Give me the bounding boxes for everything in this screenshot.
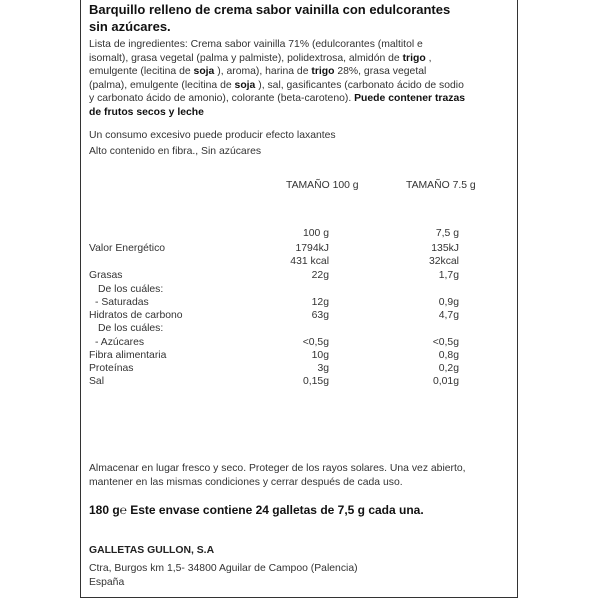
company-name: GALLETAS GULLON, S.A — [89, 545, 215, 556]
address-line: España — [89, 577, 125, 588]
ingredients-list — [89, 38, 465, 119]
warning-laxative: Un consumo excesivo puede producir efecto laxantes — [89, 130, 336, 141]
ingredient-line — [89, 38, 465, 52]
nutrient-label: - Azúcares — [95, 337, 145, 348]
allergen-text: soja — [193, 66, 215, 77]
nutrient-value-100g: 1794kJ — [295, 243, 329, 254]
nutrient-label: Fibra alimentaria — [89, 350, 167, 361]
product-title — [89, 1, 450, 35]
ingredient-text: , — [425, 52, 432, 64]
net-weight-statement: 180 g℮ Este envase contiene 24 galletas de 7,5 g cada una. — [89, 503, 424, 517]
nutrient-value-7-5g: 1,7g — [438, 270, 459, 281]
ingredient-text: (palma), emulgente (lecitina de — [89, 79, 235, 91]
allergen-text: soja — [234, 79, 256, 91]
nutrient-value-100g: 431 kcal — [290, 256, 329, 267]
ingredient-text: isomalt), grasa vegetal (palma y palmiste), polidextrosa, almidón de — [89, 52, 403, 64]
nutrient-label: De los cuáles: — [98, 284, 164, 295]
ingredient-text: y carbonato ácido de amonio), colorante (beta-caroteno). — [89, 93, 355, 104]
allergen-text: Puede contener trazas — [354, 93, 465, 104]
nutrient-value-7-5g: 0,01g — [432, 376, 459, 387]
allergen-text: de frutos secos y leche — [89, 106, 204, 118]
nutrient-label: - Saturadas — [95, 297, 149, 308]
nutrition-header-7-5g: TAMAÑO 7.5 g — [406, 180, 476, 191]
ingredient-line — [89, 52, 465, 66]
ingredient-text: ), aroma), harina de — [214, 66, 312, 77]
title-line: Barquillo relleno de crema sabor vainilla con edulcorantes — [89, 2, 451, 17]
company-address — [89, 562, 358, 590]
nutrient-value-7-5g: 0,2g — [438, 363, 459, 374]
title-line: sin azúcares. — [89, 19, 171, 34]
nutrient-value-7-5g: 135kJ — [431, 243, 459, 254]
allergen-text: trigo — [311, 66, 335, 77]
nutrient-value-7-5g: 0,9g — [438, 297, 459, 308]
nutrient-value-100g: 3g — [317, 363, 329, 374]
ingredient-line — [89, 65, 465, 79]
nutrient-value-100g: 100 g — [302, 228, 329, 239]
nutrient-label: Valor Energético — [89, 243, 166, 254]
nutrient-value-100g: 10g — [311, 350, 329, 361]
nutrient-label: Grasas — [89, 270, 123, 281]
nutrient-label: Sal — [89, 376, 105, 387]
ingredient-line — [89, 92, 465, 106]
ingredient-line — [89, 79, 465, 93]
nutrient-value-100g: 12g — [311, 297, 329, 308]
address-line: Ctra, Burgos km 1,5- 34800 Aguilar de Campoo (Palencia) — [89, 563, 358, 574]
nutrient-value-100g: 63g — [311, 310, 329, 321]
nutrient-value-7-5g: 4,7g — [438, 310, 459, 321]
warning-fiber: Alto contenido en fibra., Sin azúcares — [89, 146, 262, 157]
storage-line: mantener en las mismas condiciones y cerrar después de cada uso. — [89, 477, 403, 488]
ingredient-text: ), sal, gasificantes (carbonato ácido de sodio — [255, 79, 464, 91]
nutrient-value-100g: 0,15g — [302, 376, 329, 387]
nutrition-header-100g: TAMAÑO 100 g — [286, 180, 359, 191]
nutrient-value-7-5g: 32kcal — [428, 256, 459, 267]
nutrient-value-7-5g: <0,5g — [432, 337, 459, 348]
nutrient-value-7-5g: 7,5 g — [435, 228, 459, 239]
storage-line: Almacenar en lugar fresco y seco. Proteger de los rayos solares. Una vez abierto, — [89, 463, 466, 474]
allergen-text: trigo — [402, 52, 426, 64]
ingredient-text: 28%, grasa vegetal — [334, 66, 427, 77]
nutrient-value-100g: 22g — [311, 270, 329, 281]
nutrient-value-7-5g: 0,8g — [438, 350, 459, 361]
ingredient-line — [89, 106, 465, 120]
storage-instructions — [89, 462, 466, 490]
nutrient-value-100g: <0,5g — [302, 337, 329, 348]
ingredient-text: emulgente (lecitina de — [89, 66, 194, 77]
ingredient-text: Lista de ingredientes: Crema sabor vainilla 71% (edulcorantes (maltitol e — [89, 39, 423, 50]
nutrient-label: Proteínas — [89, 363, 134, 374]
nutrient-label: De los cuáles: — [98, 323, 164, 334]
nutrient-label: Hidratos de carbono — [89, 310, 183, 321]
